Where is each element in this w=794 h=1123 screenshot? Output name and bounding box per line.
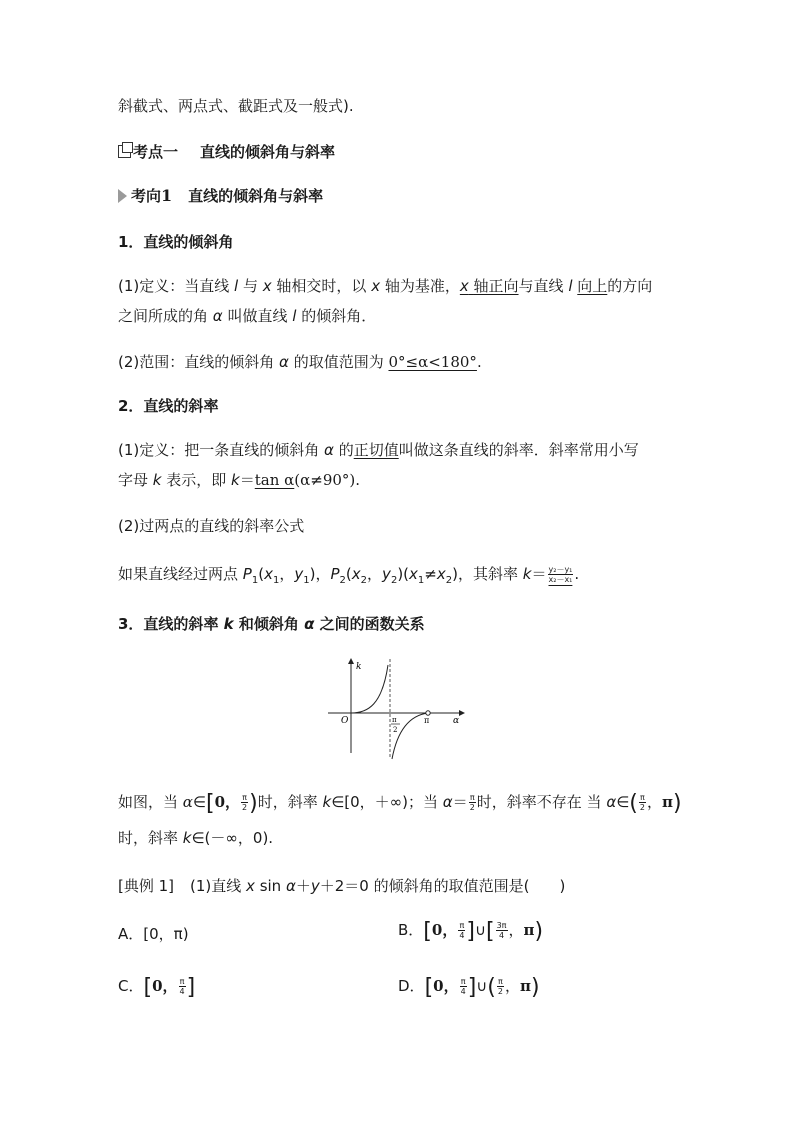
section-heading: 考点一 直线的倾斜角与斜率 (118, 142, 335, 162)
pi-tick-label: π (424, 716, 430, 725)
s1-range: (2)范围：直线的倾斜角 α 的取值范围为 0°≤α<180°. (118, 353, 482, 371)
subsection-heading: 考向1 直线的倾斜角与斜率 (118, 186, 323, 206)
explain-line1: 如图，当 α∈[0， $\frac{\pi}{2}$ )时，斜率 k∈[0，＋∞)；当 α＝ $\frac{\pi}{2}$ 时，斜率不存在 当 α∈( $\frac{\pi}{2}$ ，π) (118, 791, 682, 816)
tan-curve-right (392, 713, 428, 759)
alpha-axis-label: α (453, 716, 460, 726)
s1-heading: 1．直线的倾斜角 (118, 233, 234, 251)
open-point-pi (426, 711, 430, 715)
s2-formula: 如果直线经过两点 $P_1(x_1$，$y_1$)，$P_2(x_2$，$y_2)(x_1\ne x_2)$，其斜率 k＝ $\frac{\text{y₂－y₁}}{\text{x₂－x₁}}$ . (118, 565, 580, 586)
origin-label: O (341, 716, 349, 726)
slope-fraction: $\frac{\text{y₂－y₁}}{\text{x₂－x₁}}$ (548, 565, 573, 584)
option-d[interactable]: D．[0， $\frac{\pi}{4}$ ]∪( $\frac{\pi}{2}$ ，π) (398, 975, 540, 1000)
s2-heading: 2．直线的斜率 (118, 397, 219, 415)
slope-angle-graph (320, 655, 470, 760)
example-stem: [典例 1] (1)直线 x sin α＋y＋2＝0 的倾斜角的取值范围是( ) (118, 877, 566, 895)
option-a[interactable]: A．[0，π) (118, 925, 189, 943)
s2-definition-line2: 字母 k 表示，即 k＝tan α(α≠90°). (118, 471, 361, 489)
s2-formula-title: (2)过两点的直线的斜率公式 (118, 517, 305, 535)
pi-half-den: 2 (393, 726, 398, 734)
s1-definition-line1: (1)定义：当直线 l 与 x 轴相交时，以 x 轴为基准，x 轴正向与直线 l 向上的方向 (118, 277, 653, 295)
tan-curve-left (351, 665, 388, 713)
s2-definition-line1: (1)定义：把一条直线的倾斜角 α 的正切值叫做这条直线的斜率．斜率常用小写 (118, 441, 639, 459)
option-c[interactable]: C．[0， $\frac{\pi}{4}$ ] (118, 975, 196, 1000)
explain-line2: 时，斜率 k∈(－∞，0). (118, 829, 274, 847)
option-b[interactable]: B．[0， $\frac{\pi}{4}$ ]∪[ $\frac{3\pi}{4}$ ，π) (398, 919, 544, 944)
pi-half-num: π (392, 716, 397, 724)
s3-heading: 3．直线的斜率 k 和倾斜角 α 之间的函数关系 (118, 615, 425, 633)
triangle-marker-icon (118, 189, 127, 203)
s1-definition-line2: 之间所成的角 α 叫做直线 l 的倾斜角． (118, 307, 377, 325)
section-icon (118, 145, 131, 158)
intro-tail-text: 斜截式、两点式、截距式及一般式). (118, 97, 354, 115)
k-axis-label: k (356, 662, 362, 672)
